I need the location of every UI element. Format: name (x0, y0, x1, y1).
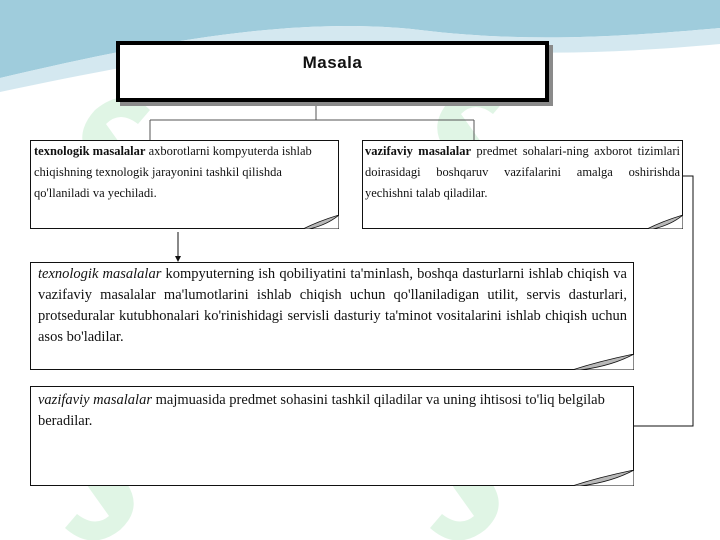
page-curl-icon (572, 470, 634, 486)
term-label: texnologik masalalar (34, 144, 146, 158)
technological-tasks-definition (34, 141, 335, 204)
detail-text: kompyuterning ish qobiliyatini ta'minlash, boshqa dasturlarni ishlab chiqish va vazifaviy masalalar ma'lumotlarini ishlab chiqish uchun qo'llaniladigan utilit, servis dasturlari, protseduralar kutubhonalari ko'rinishidagi servisli dasturiy ta'minot vositalarini ishlab chiqish uchun asos bo'ladilar. (38, 266, 627, 345)
definition-text: predmet sohalari-ning axborot tizimlari doirasidagi boshqaruv vazifalarini amalga oshirishda yechishni talab qiladilar. (365, 144, 680, 200)
page-curl-icon (572, 354, 634, 370)
title-box (116, 41, 549, 102)
technological-tasks-box (30, 140, 339, 229)
term-label: vazifaviy masalalar (365, 144, 472, 158)
technological-tasks-detail (38, 264, 627, 348)
term-label: texnologik masalalar (38, 266, 162, 282)
page-curl-icon (647, 215, 683, 229)
functional-tasks-box (362, 140, 683, 229)
page-curl-icon (303, 215, 339, 229)
term-label: vazifaviy masalalar (38, 392, 152, 408)
functional-tasks-detail (38, 390, 627, 432)
detail-text: majmuasida predmet sohasini tashkil qiladilar va uning ihtisosi to'liq belgilab beradilar. (38, 392, 605, 429)
technological-tasks-detail-box (30, 262, 634, 370)
functional-tasks-detail-box (30, 386, 634, 486)
title-text: Masala (302, 53, 363, 72)
functional-tasks-definition (365, 141, 680, 204)
definition-text: axborotlarni kompyuterda ishlab chiqishning texnologik jarayonini tashkil qilishda qo'llaniladi va yechiladi. (34, 144, 312, 200)
